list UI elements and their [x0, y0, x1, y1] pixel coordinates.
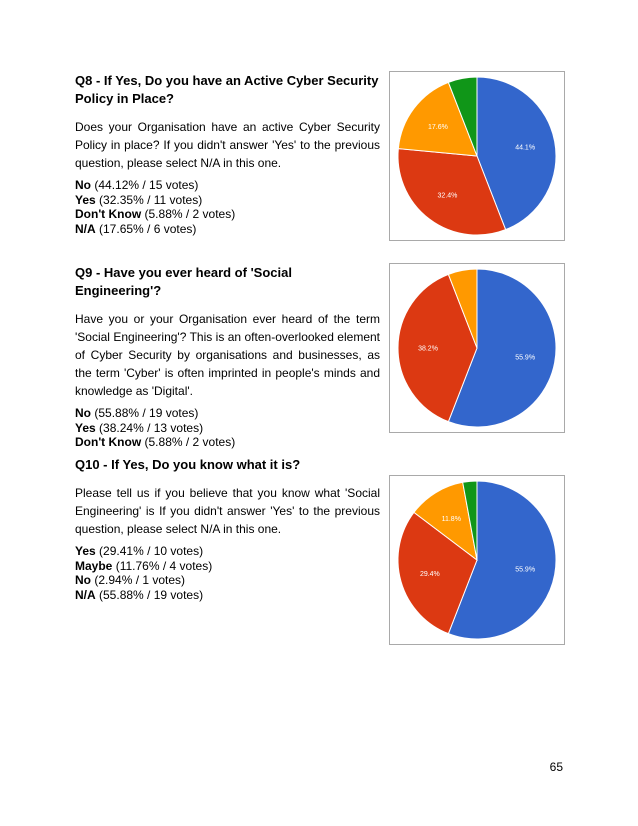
- question-section-q8: [75, 72, 380, 236]
- question-title: Q10 - If Yes, Do you know what it is?: [75, 457, 301, 472]
- question-description: Does your Organisation have an active Cyber Security Policy in place? If you didn't answer 'Yes' to the previous question, please select N/A in this one.: [75, 120, 380, 170]
- question-section-q10: [75, 456, 380, 602]
- result-item: Yes (32.35% / 11 votes): [75, 192, 203, 207]
- result-item: Don't Know (5.88% / 2 votes): [75, 207, 236, 221]
- pie-slice-label: 17.6%: [427, 123, 448, 131]
- page-number: 65: [549, 760, 563, 774]
- pie-slice-label: 44.1%: [515, 144, 536, 152]
- pie-svg: [390, 72, 564, 240]
- pie-slice-label: 38.2%: [418, 345, 438, 353]
- pie-chart-q10: [389, 475, 565, 645]
- results-list: [75, 178, 380, 236]
- pie-svg: [390, 476, 564, 644]
- result-item: No (44.12% / 15 votes): [75, 178, 199, 192]
- question-title: Q8 - If Yes, Do you have an Active Cyber Security Policy in Place?: [75, 73, 379, 106]
- pie-slice-label: 55.9%: [515, 566, 536, 574]
- question-title: Q9 - Have you ever heard of 'Social Engineering'?: [75, 265, 292, 298]
- pie-slice-label: 11.8%: [441, 515, 461, 523]
- result-item: N/A (55.88% / 19 votes): [75, 587, 204, 602]
- pie-slice-label: 32.4%: [437, 192, 458, 200]
- question-section-q9: [75, 264, 380, 450]
- question-description: Please tell us if you believe that you know what 'Social Engineering' is If you didn't answer 'Yes' to the previous question, please select N/A in this one.: [75, 486, 380, 536]
- result-item: Don't Know (5.88% / 2 votes): [75, 435, 236, 449]
- question-description: Have you or your Organisation ever heard of the term 'Social Engineering'? This is an often-overlooked element of Cyber Security by organisations and businesses, as the term 'Cyber' is often imprinted in people's minds and knowledge as 'Digital'.: [75, 312, 380, 398]
- pie-chart-q8: [389, 71, 565, 241]
- pie-svg: [390, 264, 564, 432]
- pie-chart-q9: [389, 263, 565, 433]
- pie-slice-label: 29.4%: [419, 570, 440, 578]
- results-list: [75, 544, 380, 602]
- result-item: No (2.94% / 1 votes): [75, 573, 186, 587]
- result-item: N/A (17.65% / 6 votes): [75, 221, 197, 236]
- result-item: Yes (29.41% / 10 votes): [75, 544, 204, 558]
- pie-slice-label: 55.9%: [515, 354, 536, 362]
- result-item: Yes (38.24% / 13 votes): [75, 420, 204, 435]
- result-item: No (55.88% / 19 votes): [75, 406, 199, 420]
- results-list: [75, 406, 380, 450]
- result-item: Maybe (11.76% / 4 votes): [75, 558, 213, 573]
